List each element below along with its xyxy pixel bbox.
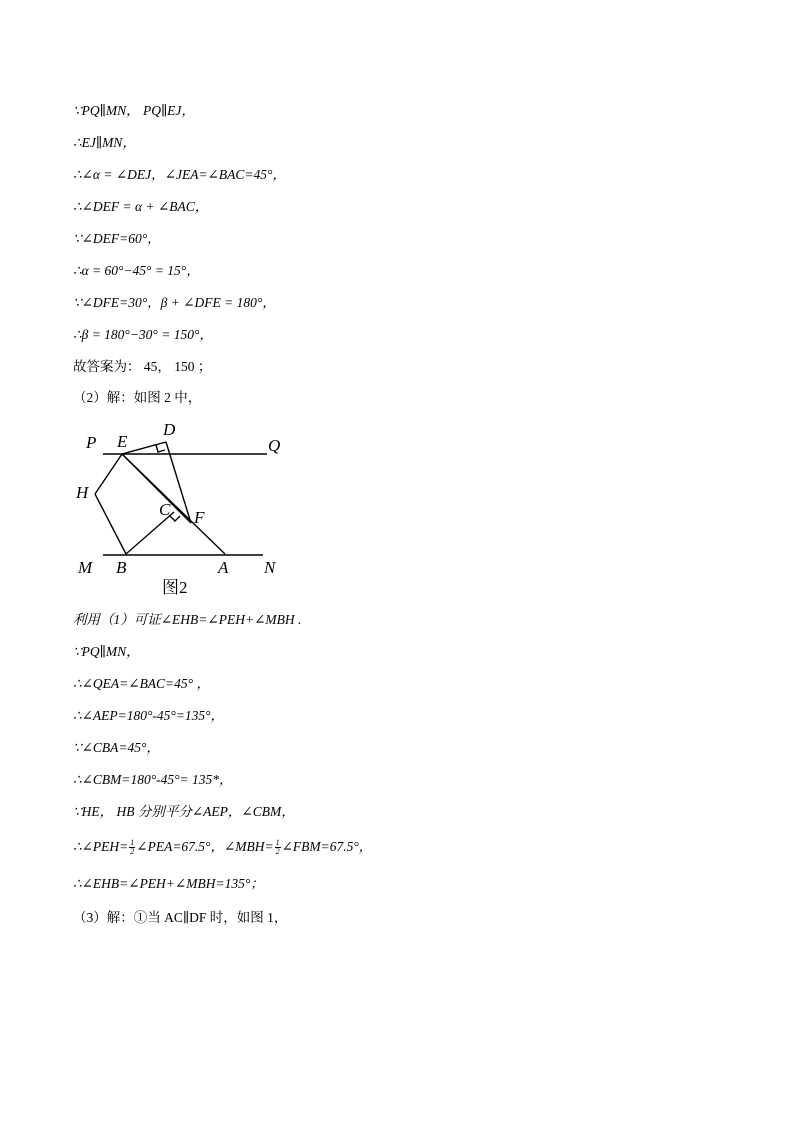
- fraction-denominator: 2: [130, 847, 135, 857]
- label-m: M: [78, 558, 93, 577]
- line-16: ∴∠CBM=180°-45°= 135*，: [73, 772, 233, 787]
- segment-eh: [95, 454, 122, 494]
- label-n: N: [264, 558, 276, 577]
- line-13: ∴∠QEA=∠BAC=45° ，: [73, 676, 210, 691]
- label-f: F: [194, 508, 205, 527]
- figure-caption: 图2: [162, 578, 188, 597]
- fraction-line-part2: ∠PEA=67.5°，∠MBH=: [136, 839, 274, 854]
- fraction-line: [73, 838, 372, 856]
- fraction-numerator-2: 1: [275, 838, 280, 848]
- label-a: A: [218, 558, 229, 577]
- line-19: ∴∠EHB=∠PEH+∠MBH=135°；: [73, 876, 264, 891]
- geometry-figure-2: [70, 415, 300, 600]
- right-angle-c: [170, 516, 180, 521]
- label-b: B: [116, 558, 127, 577]
- label-e: E: [117, 432, 128, 451]
- right-angle-d: [156, 445, 165, 452]
- line-14: ∴∠AEP=180°-45°=135°，: [73, 708, 225, 723]
- part3-heading: （3）解：①当 AC∥DF 时，如图 1，: [73, 910, 288, 925]
- label-c: C: [159, 500, 171, 519]
- fraction-line-part1: ∴∠PEH=: [73, 839, 129, 854]
- label-d: D: [163, 420, 176, 439]
- line-12: ∵PQ∥MN，: [73, 644, 140, 659]
- line-17: ∵HE， HB 分别平分∠AEP，∠CBM，: [73, 804, 295, 819]
- line-2: ∴EJ∥MN，: [73, 135, 136, 150]
- line-6: ∴α = 60°−45° = 15°，: [73, 263, 200, 278]
- answer-line: 故答案为： 45， 150 ；: [73, 359, 212, 374]
- figure-svg: [70, 415, 300, 600]
- line-8: ∴β = 180°−30° = 150°，: [73, 327, 213, 342]
- fraction-half-2: [275, 839, 281, 856]
- segment-hb: [95, 494, 126, 554]
- segment-ea: [122, 454, 225, 554]
- line-15: ∵∠CBA=45°，: [73, 740, 160, 755]
- line-1: ∵PQ∥MN， PQ∥EJ，: [73, 103, 195, 118]
- line-4: ∴∠DEF = α + ∠BAC，: [73, 199, 209, 214]
- line-5: ∵∠DEF=60°，: [73, 231, 161, 246]
- line-3: ∴∠α = ∠DEJ，∠JEA=∠BAC=45°，: [73, 167, 286, 182]
- fraction-denominator-2: 2: [275, 847, 280, 857]
- fraction-line-part3: ∠FBM=67.5°，: [281, 839, 373, 854]
- label-q: Q: [268, 436, 281, 455]
- line-7: ∵∠DFE=30°，β + ∠DFE = 180°，: [73, 295, 276, 310]
- fraction-half-1: [129, 839, 135, 856]
- label-h: H: [76, 483, 89, 502]
- part2-heading: （2）解：如图 2 中，: [73, 390, 202, 405]
- line-11: 利用（1）可证∠EHB=∠PEH+∠MBH .: [73, 612, 302, 627]
- label-p: P: [86, 433, 97, 452]
- fraction-numerator: 1: [130, 838, 135, 848]
